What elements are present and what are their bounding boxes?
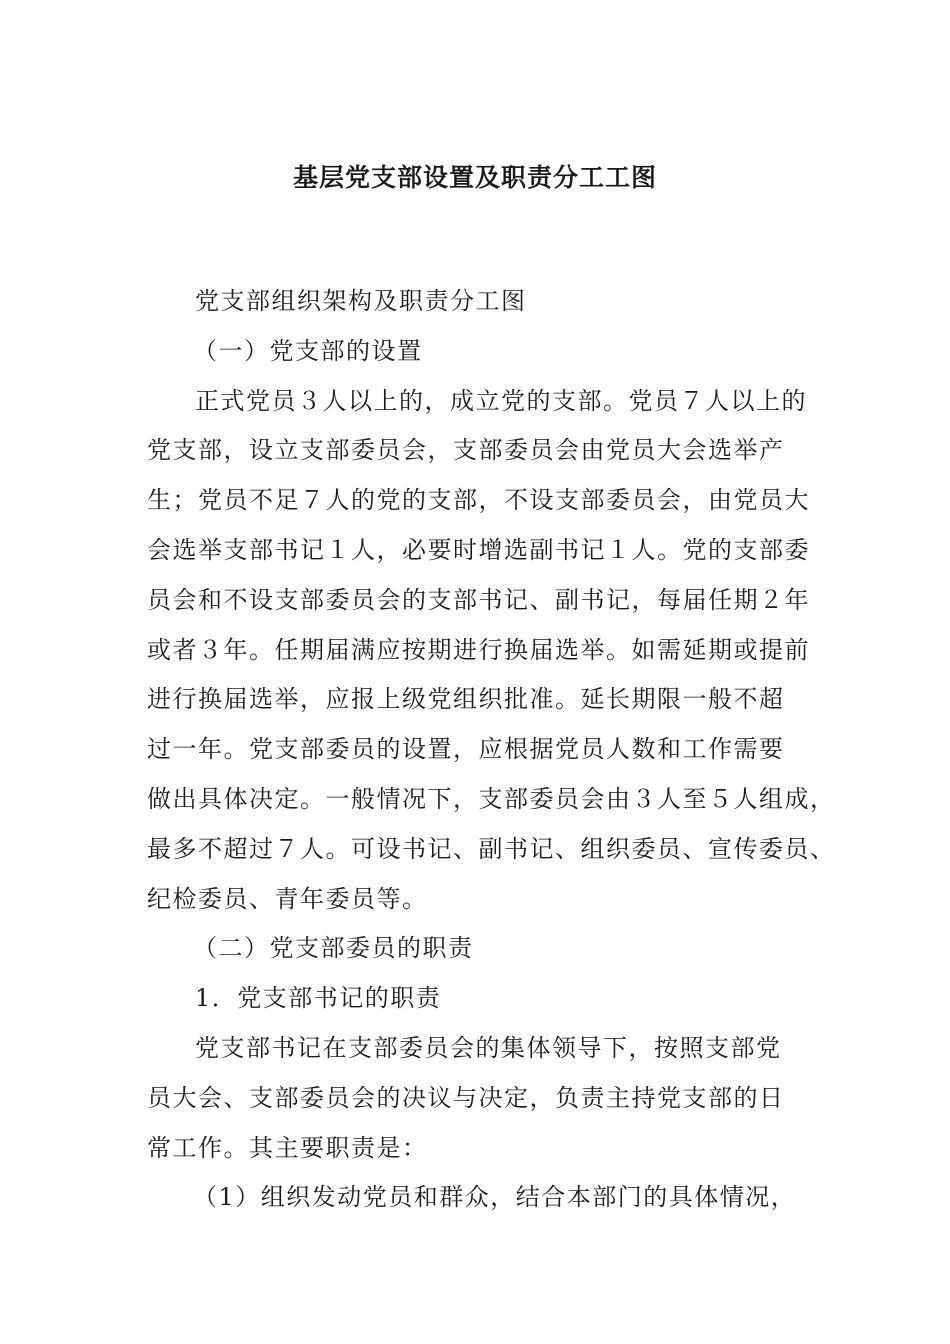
section-heading-1: （一）党支部的设置: [193, 336, 423, 365]
paragraph-line: 会选举支部书记１人，必要时增选副书记１人。党的支部委: [147, 535, 810, 564]
subsection-heading: 1．党支部书记的职责: [195, 984, 442, 1013]
paragraph-line: 党支部，设立支部委员会，支部委员会由党员大会选举产: [147, 436, 785, 465]
document-title: 基层党支部设置及职责分工工图: [292, 163, 657, 192]
paragraph-line: 过一年。党支部委员的设置，应根据党员人数和工作需要: [147, 735, 785, 764]
paragraph-line: 进行换届选举，应报上级党组织批准。延长期限一般不超: [147, 685, 785, 714]
document-body: [147, 277, 836, 1223]
section-heading-2: （二）党支部委员的职责: [193, 934, 474, 963]
subtitle-line: 党支部组织架构及职责分工图: [195, 287, 527, 315]
paragraph-line: 员大会、支部委员会的决议与决定，负责主持党支部的日: [147, 1083, 785, 1112]
paragraph-line: 最多不超过７人。可设书记、副书记、组织委员、宣传委员、: [147, 834, 836, 863]
paragraph-line: 员会和不设支部委员会的支部书记、副书记，每届任期２年: [147, 585, 810, 614]
paragraph-line: 正式党员３人以上的，成立党的支部。党员７人以上的: [195, 386, 807, 415]
paragraph-line: 党支部书记在支部委员会的集体领导下，按照支部党: [195, 1033, 782, 1062]
paragraph-line: 纪检委员、青年委员等。: [147, 884, 428, 913]
paragraph-line: 生；党员不足７人的党的支部，不设支部委员会，由党员大: [147, 486, 810, 515]
paragraph-line: 常工作。其主要职责是：: [147, 1133, 428, 1162]
list-item-line: （1）组织发动党员和群众，结合本部门的具体情况，: [193, 1183, 797, 1212]
paragraph-line: 或者３年。任期届满应按期进行换届选举。如需延期或提前: [147, 635, 810, 664]
paragraph-line: 做出具体决定。一般情况下，支部委员会由３人至５人组成，: [147, 784, 836, 813]
